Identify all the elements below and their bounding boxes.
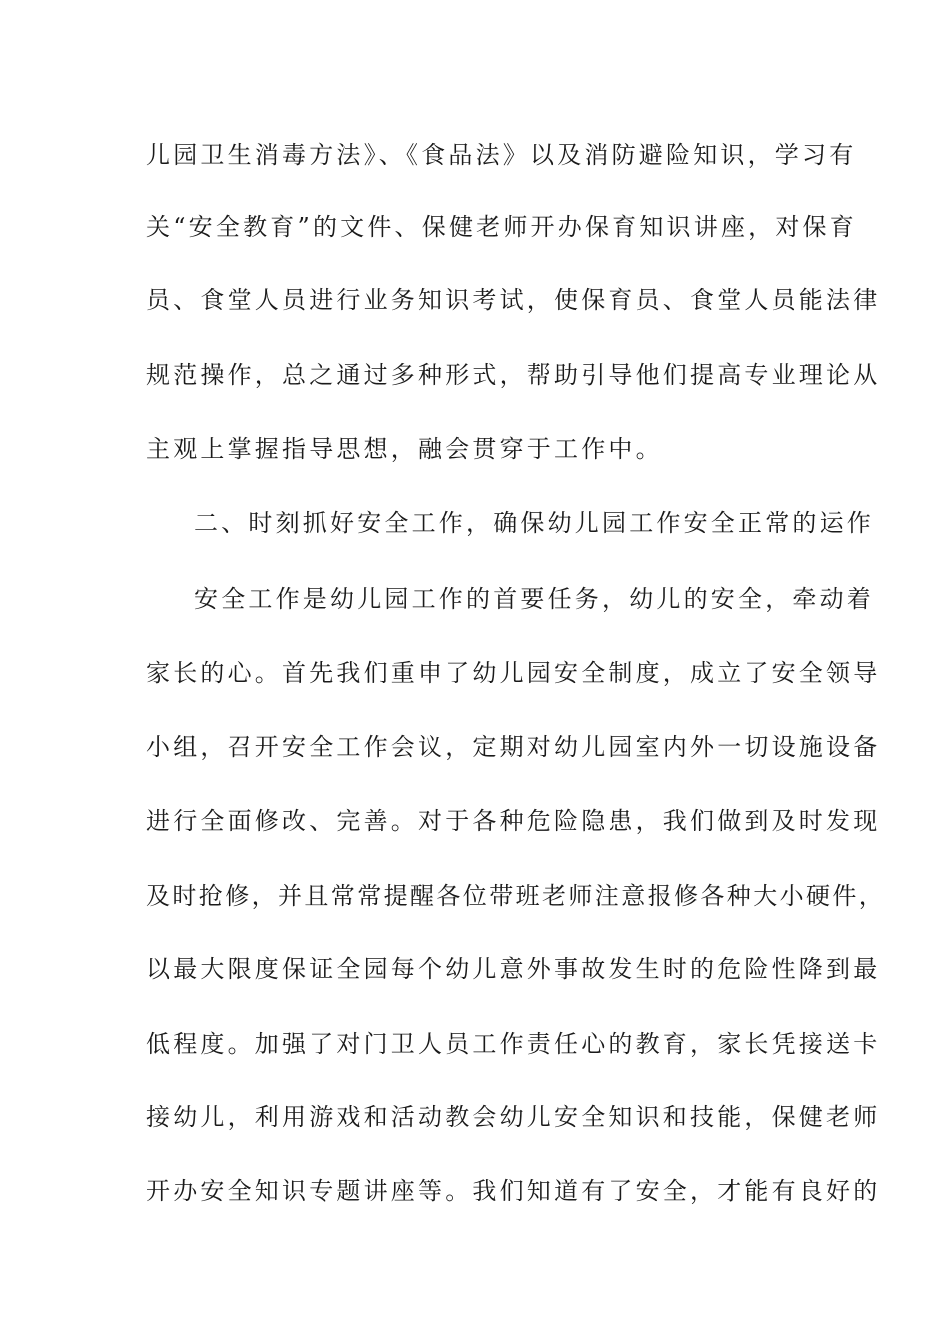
paragraph-line: 接幼儿，利用游戏和活动教会幼儿安全知识和技能，保健老师 [146, 1103, 881, 1131]
paragraph-line: 小组，召开安全工作会议，定期对幼儿园室内外一切设施设备 [146, 733, 881, 761]
paragraph-line: 进行全面修改、完善。对于各种危险隐患，我们做到及时发现 [146, 807, 881, 835]
paragraph-line: 规范操作，总之通过多种形式，帮助引导他们提高专业理论从 [146, 361, 881, 389]
paragraph-line: 及时抢修，并且常常提醒各位带班老师注意报修各种大小硬件， [146, 882, 886, 910]
paragraph-line: 安全工作是幼儿园工作的首要任务，幼儿的安全，牵动着 [194, 585, 874, 613]
paragraph-line: 关“安全教育”的文件、保健老师开办保育知识讲座，对保育 [146, 213, 857, 241]
paragraph-line: 家长的心。首先我们重申了幼儿园安全制度，成立了安全领导 [146, 659, 881, 687]
paragraph-line: 员、食堂人员进行业务知识考试，使保育员、食堂人员能法律 [146, 286, 881, 314]
paragraph-line: 开办安全知识专题讲座等。我们知道有了安全，才能有良好的 [146, 1177, 881, 1205]
paragraph-line: 儿园卫生消毒方法》、《食品法》以及消防避险知识，学习有 [146, 141, 857, 169]
section-heading: 二、时刻抓好安全工作，确保幼儿园工作安全正常的运作 [194, 509, 874, 537]
paragraph-line: 主观上掌握指导思想，融会贯穿于工作中。 [146, 435, 663, 463]
paragraph-line: 以最大限度保证全园每个幼儿意外事故发生时的危险性降到最 [146, 955, 881, 983]
paragraph-line: 低程度。加强了对门卫人员工作责任心的教育，家长凭接送卡 [146, 1030, 881, 1058]
